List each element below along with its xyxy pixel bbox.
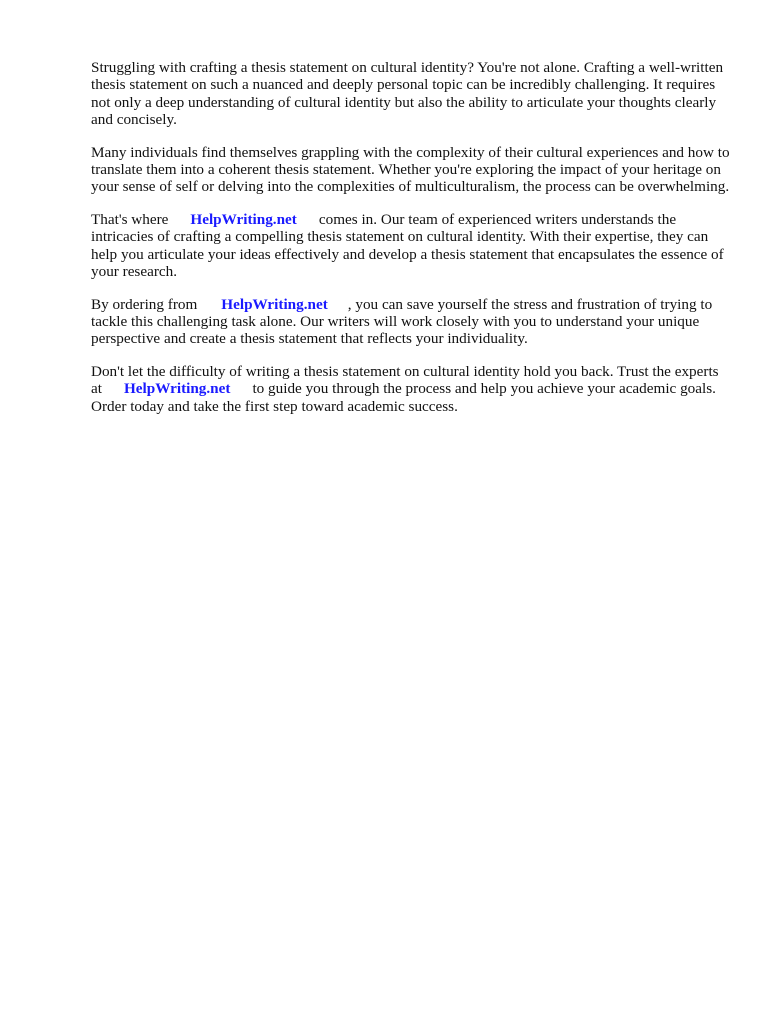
paragraph-service-lead: That's where	[91, 211, 169, 229]
paragraph-closing-lead: Don't let the difficulty of writing a thesis statement on cultural identity hold you back. Trust the experts at	[91, 363, 719, 398]
paragraph-service	[91, 211, 731, 280]
paragraph-ordering-rest: , you can save yourself the stress and frustration of trying to tackle this challenging task alone. Our writers will work closely with you to understand your unique perspective and create a thesis statement that reflects your individuality.	[91, 295, 713, 348]
paragraph-closing	[91, 363, 731, 415]
helpwriting-link[interactable]: HelpWriting.net	[190, 211, 297, 229]
paragraph-ordering	[91, 296, 731, 348]
paragraph-challenges: Many individuals find themselves grappling with the complexity of their cultural experiences and how to translate them into a coherent thesis statement. Whether you're exploring the impact of your heritage on your sense of self or delving into the complexities of multiculturalism, the process can be overwhelming.	[91, 143, 730, 196]
paragraph-closing-rest: to guide you through the process and help you achieve your academic goals. Order today and take the first step toward academic success.	[91, 380, 716, 415]
helpwriting-link[interactable]: HelpWriting.net	[221, 295, 328, 313]
document-body	[91, 59, 731, 431]
paragraph-ordering-lead: By ordering from	[91, 295, 198, 313]
helpwriting-link[interactable]: HelpWriting.net	[123, 380, 231, 398]
paragraph-service-rest: comes in. Our team of experienced writers understands the intricacies of crafting a compelling thesis statement on cultural identity. With their expertise, they can help you articulate your ideas effectively and develop a thesis statement that encapsulates the essence of your research.	[91, 211, 724, 280]
paragraph-intro: Struggling with crafting a thesis statement on cultural identity? You're not alone. Crafting a well-written thesis statement on such a nuanced and deeply personal topic can be incredibly challenging. It requires not only a deep understanding of cultural identity but also the ability to articulate your thoughts clearly and concisely.	[91, 59, 724, 128]
